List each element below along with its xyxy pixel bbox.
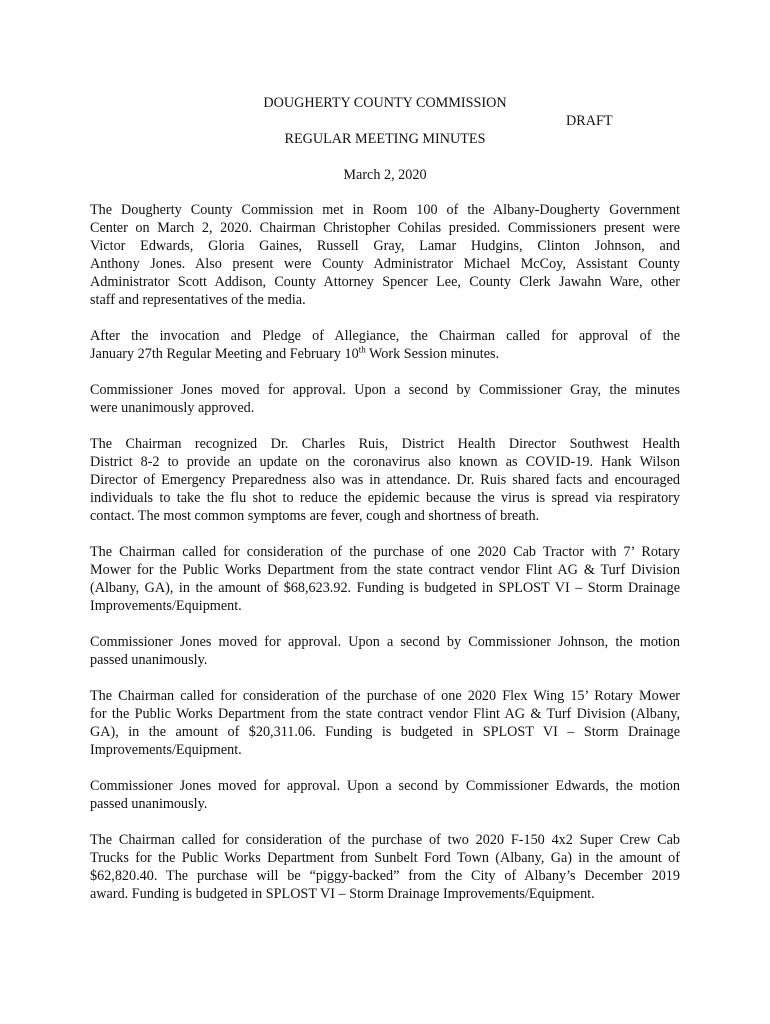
paragraph-attendance — [90, 201, 680, 309]
text-line: Commissioner Jones moved for approval. Upon a second by Commissioner Edwards, the motion — [90, 778, 680, 794]
text-line: District 8-2 to provide an update on the coronavirus also known as COVID-19. Hank Wilson — [90, 454, 680, 470]
paragraph-cab-tractor — [90, 543, 680, 615]
paragraph-minutes-approval — [90, 381, 680, 417]
superscript: th — [358, 344, 366, 355]
text-line: The Chairman called for consideration of the purchase of two 2020 F-150 4x2 Super Crew Cab — [90, 832, 680, 848]
meeting-title: REGULAR MEETING MINUTES — [284, 131, 486, 147]
text-line: for the Public Works Department from the state contract vendor Flint AG & Turf Division (Albany, — [90, 706, 680, 722]
text-line: (Albany, GA), in the amount of $68,623.92. Funding is budgeted in SPLOST VI – Storm Drainage — [90, 580, 680, 596]
text-line: award. Funding is budgeted in SPLOST VI – Storm Drainage Improvements/Equipment. — [90, 886, 595, 902]
paragraph-invocation — [90, 327, 680, 363]
text-line: Administrator Scott Addison, County Attorney Spencer Lee, County Clerk Jawahn Ware, other — [90, 274, 680, 290]
text-line: Director of Emergency Preparedness also was in attendance. Dr. Ruis shared facts and encouraged — [90, 472, 680, 488]
text-line: GA), in the amount of $20,311.06. Funding is budgeted in SPLOST VI – Storm Drainage — [90, 724, 680, 740]
text-line: Trucks for the Public Works Department from Sunbelt Ford Town (Albany, Ga) in the amount of — [90, 850, 680, 866]
text-line: The Chairman called for consideration of the purchase of one 2020 Flex Wing 15’ Rotary Mower — [90, 688, 680, 704]
text-line: contact. The most common symptoms are fever, cough and shortness of breath. — [90, 508, 540, 524]
text-line: were unanimously approved. — [90, 400, 255, 416]
text-line: Mower for the Public Works Department from the state contract vendor Flint AG & Turf Division — [90, 562, 680, 578]
draft-label: DRAFT — [566, 113, 613, 129]
text-segment: Work Session minutes. — [365, 346, 500, 362]
text-line: Improvements/Equipment. — [90, 598, 242, 614]
text-line: Victor Edwards, Gloria Gaines, Russell Gray, Lamar Hudgins, Clinton Johnson, and — [90, 238, 680, 254]
text-line: passed unanimously. — [90, 652, 208, 668]
text-line: Commissioner Jones moved for approval. Upon a second by Commissioner Johnson, the motion — [90, 634, 680, 650]
text-line: The Chairman called for consideration of the purchase of one 2020 Cab Tractor with 7’ Rotary — [90, 544, 680, 560]
text-line: staff and representatives of the media. — [90, 292, 306, 308]
minutes-body — [90, 201, 680, 921]
text-line: Improvements/Equipment. — [90, 742, 242, 758]
text-line: passed unanimously. — [90, 796, 208, 812]
text-line: Anthony Jones. Also present were County Administrator Michael McCoy, Assistant County — [90, 256, 680, 272]
paragraph-flex-wing-mower — [90, 687, 680, 759]
meeting-date: March 2, 2020 — [343, 167, 427, 183]
paragraph-cab-tractor-vote — [90, 633, 680, 669]
paragraph-trucks — [90, 831, 680, 903]
text-line: The Chairman recognized Dr. Charles Ruis, District Health Director Southwest Health — [90, 436, 680, 452]
text-line: The Dougherty County Commission met in Room 100 of the Albany-Dougherty Government — [90, 202, 680, 218]
text-line: individuals to take the flu shot to reduce the epidemic because the virus is spread via respiratory — [90, 490, 680, 506]
text-line: $62,820.40. The purchase will be “piggy-backed” from the City of Albany’s December 2019 — [90, 868, 680, 884]
text-line — [90, 345, 680, 363]
paragraph-health-update — [90, 435, 680, 525]
text-line: Commissioner Jones moved for approval. Upon a second by Commissioner Gray, the minutes — [90, 382, 680, 398]
text-segment: January 27th Regular Meeting and February 10 — [90, 346, 359, 362]
text-line: Center on March 2, 2020. Chairman Christopher Cohilas presided. Commissioners present were — [90, 220, 680, 236]
paragraph-flex-wing-vote — [90, 777, 680, 813]
organization-title: DOUGHERTY COUNTY COMMISSION — [263, 95, 507, 111]
text-line: After the invocation and Pledge of Allegiance, the Chairman called for approval of the — [90, 328, 680, 344]
